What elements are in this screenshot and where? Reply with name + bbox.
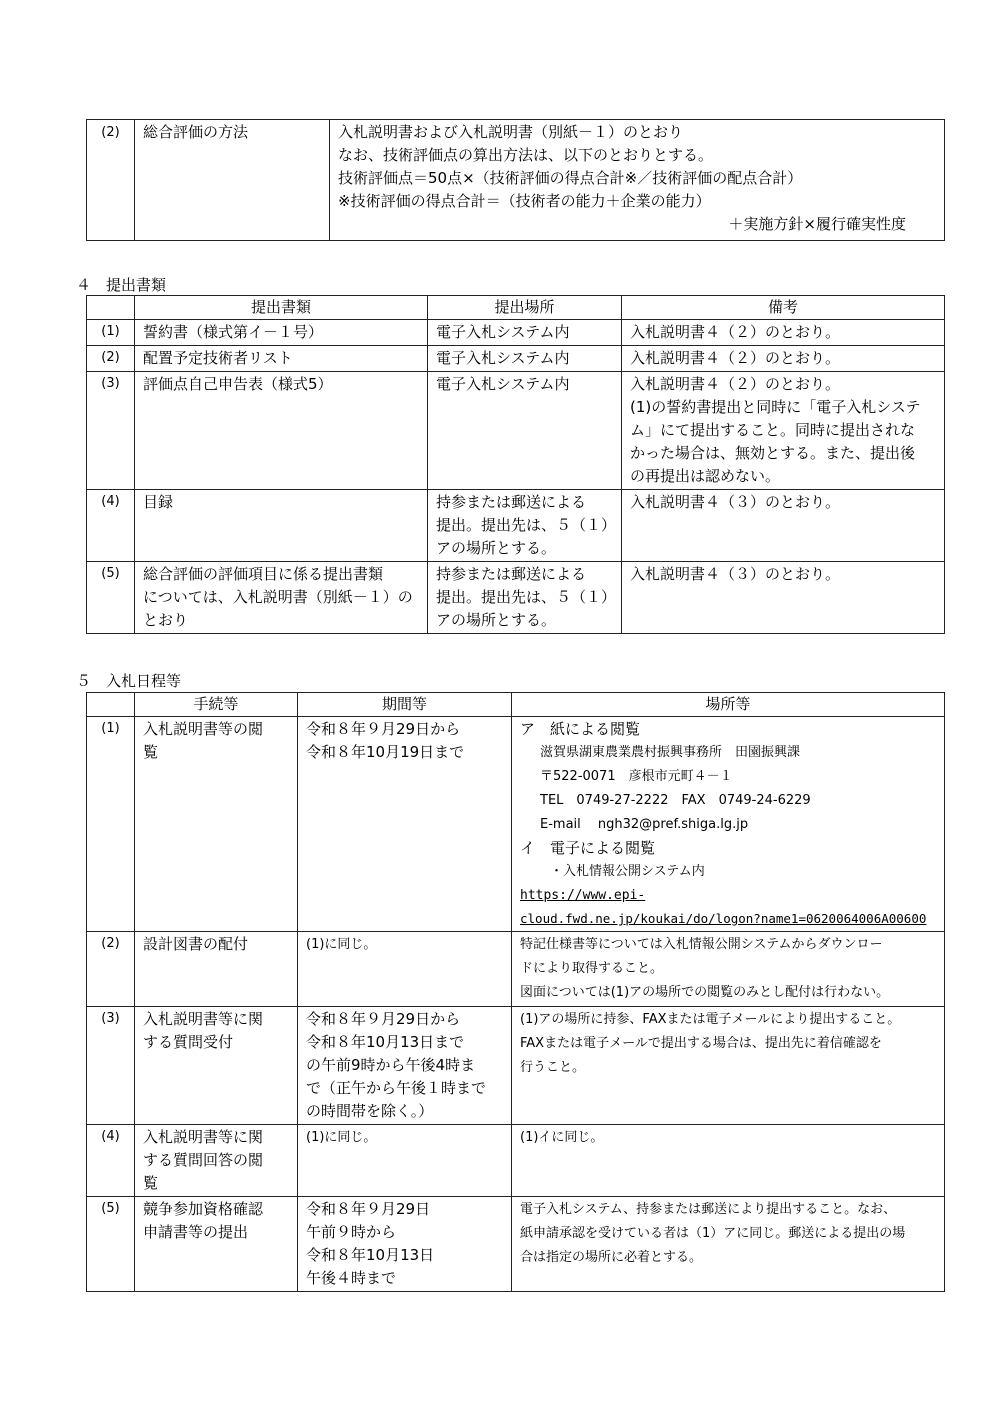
phone-fax: TEL 0749-27-2222 FAX 0749-24-6229 [540, 793, 811, 808]
header-documents: 提出書類 [135, 296, 428, 320]
header-location: 場所等 [512, 693, 945, 717]
procedure-text: 入札説明書等に関 [143, 1128, 264, 1146]
period-text: で（正午から午後１時まで [306, 1079, 487, 1097]
table-row [87, 932, 945, 1007]
document-cell [135, 562, 428, 634]
location-text: ア 紙による閲覧 [520, 720, 641, 738]
section-5-title: ５ 入札日程等 [76, 672, 182, 690]
note-text: (1)の誓約書提出と同時に「電子入札システ [630, 398, 921, 416]
place-cell [428, 320, 622, 346]
header-blank [87, 296, 135, 320]
location-text: 紙申請承認を受けている者は（1）アに同じ。郵送による提出の場 [520, 1226, 906, 1241]
table-row [87, 320, 945, 346]
submission-documents-table [86, 295, 945, 634]
period-text: 令和８年10月13日まで [306, 1033, 465, 1051]
document-text: 目録 [143, 493, 174, 511]
period-text: の午前9時から午後4時ま [306, 1056, 476, 1074]
procedure-text: 覧 [143, 743, 159, 761]
method-line: 技術評価点＝50点×（技術評価の得点合計※／技術評価の配点合計） [338, 169, 803, 187]
note-text: 入札説明書４（２）のとおり。 [630, 375, 841, 393]
location-cell [512, 717, 945, 932]
note-text: 入札説明書４（３）のとおり。 [630, 493, 841, 511]
period-text: (1)に同じ。 [306, 1130, 377, 1145]
procedure-cell [135, 932, 298, 1007]
period-text: 午前９時から [306, 1223, 397, 1241]
period-cell [298, 932, 512, 1007]
location-text: FAXまたは電子メールで提出する場合は、提出先に着信確認を [520, 1036, 882, 1051]
procedure-text: 競争参加資格確認 [143, 1200, 264, 1218]
location-cell [512, 932, 945, 1007]
location-text: 特記仕様書等については入札情報公開システムからダウンロー [520, 937, 883, 952]
procedure-cell [135, 1125, 298, 1197]
note-text: 入札説明書４（２）のとおり。 [630, 349, 841, 367]
procedure-text: 覧 [143, 1174, 159, 1192]
location-cell [512, 1125, 945, 1197]
document-cell [135, 346, 428, 372]
place-cell [428, 490, 622, 562]
table-row [87, 1197, 945, 1292]
row-number: (5) [87, 562, 135, 634]
place-text: 提出。提出先は、５（１） [436, 516, 617, 534]
place-text: アの場所とする。 [436, 611, 557, 629]
document-text: 評価点自己申告表（様式5） [143, 375, 333, 393]
table-row [87, 120, 945, 241]
note-cell [622, 490, 945, 562]
document-text: 誓約書（様式第イ－１号） [143, 323, 324, 341]
table-row [87, 562, 945, 634]
place-cell [428, 372, 622, 490]
note-text: 入札説明書４（２）のとおり。 [630, 323, 841, 341]
place-cell [428, 562, 622, 634]
period-text: 令和８年９月29日 [306, 1200, 431, 1218]
row-number: (4) [87, 1125, 135, 1197]
header-blank [87, 693, 135, 717]
procedure-text: 申請書等の提出 [143, 1223, 249, 1241]
row-number: (2) [87, 120, 135, 241]
place-text: 持参または郵送による [436, 493, 587, 511]
method-line: ※技術評価の得点合計＝（技術者の能力＋企業の能力） [338, 192, 711, 210]
table-row [87, 490, 945, 562]
note-cell [622, 320, 945, 346]
header-notes: 備考 [622, 296, 945, 320]
document-cell [135, 320, 428, 346]
location-text: 電子入札システム、持参または郵送により提出すること。なお、 [520, 1202, 897, 1217]
procedure-text: する質問受付 [143, 1033, 234, 1051]
row-number: (4) [87, 490, 135, 562]
place-cell [428, 346, 622, 372]
note-text: ム」にて提出すること。同時に提出されな [630, 421, 916, 439]
table-row [87, 346, 945, 372]
row-number: (5) [87, 1197, 135, 1292]
row-number: (1) [87, 717, 135, 932]
period-text: 令和８年10月19日まで [306, 743, 465, 761]
location-text: イ 電子による閲覧 [520, 839, 656, 857]
procedure-cell [135, 1007, 298, 1125]
section-4-title: ４ 提出書類 [76, 276, 167, 294]
period-cell [298, 1125, 512, 1197]
document-text: については、入札説明書（別紙－１）の [143, 588, 413, 606]
table-row [87, 1007, 945, 1125]
row-number: (3) [87, 1007, 135, 1125]
header-place: 提出場所 [428, 296, 622, 320]
method-description [330, 120, 945, 241]
table-row [87, 372, 945, 490]
procedure-text: 設計図書の配付 [143, 935, 249, 953]
location-text: 行うこと。 [520, 1060, 586, 1075]
row-label: 総合評価の方法 [135, 120, 330, 241]
table-row [87, 1125, 945, 1197]
place-text: 電子入札システム内 [436, 375, 570, 393]
procedure-text: する質問回答の閲 [143, 1151, 264, 1169]
note-text: の再提出は認めない。 [630, 467, 781, 485]
period-text: 令和８年９月29日から [306, 720, 461, 738]
period-text: 令和８年10月13日 [306, 1246, 435, 1264]
procedure-cell [135, 717, 298, 932]
procedure-text: 入札説明書等の閲 [143, 720, 264, 738]
table-row [87, 717, 945, 932]
note-text: かった場合は、無効とする。また、提出後 [630, 444, 916, 462]
epi-cloud-link[interactable]: cloud.fwd.ne.jp/koukai/do/logon?name1=0620064006A00600 [520, 911, 927, 926]
table-header-row [87, 693, 945, 717]
location-text: (1)アの場所に持参、FAXまたは電子メールにより提出すること。 [520, 1012, 901, 1027]
note-cell [622, 346, 945, 372]
procedure-text: 入札説明書等に関 [143, 1010, 264, 1028]
document-text: 配置予定技術者リスト [143, 349, 293, 367]
document-cell [135, 372, 428, 490]
place-text: 持参または郵送による [436, 565, 587, 583]
period-cell [298, 1197, 512, 1292]
period-cell [298, 1007, 512, 1125]
location-text: (1)イに同じ。 [520, 1130, 604, 1145]
row-number: (2) [87, 932, 135, 1007]
period-text: (1)に同じ。 [306, 937, 377, 952]
document-text: 総合評価の評価項目に係る提出書類 [143, 565, 384, 583]
header-period: 期間等 [298, 693, 512, 717]
location-text: 合は指定の場所に必着とする。 [520, 1250, 703, 1265]
row-number: (3) [87, 372, 135, 490]
period-cell [298, 717, 512, 932]
period-text: 午後４時まで [306, 1269, 397, 1287]
office-name: 滋賀県湖東農業農村振興事務所 田園振興課 [540, 745, 801, 760]
row-number: (1) [87, 320, 135, 346]
evaluation-method-table [86, 119, 945, 241]
table-header-row [87, 296, 945, 320]
location-text: 図面については(1)アの場所での閲覧のみとし配付は行わない。 [520, 985, 890, 1000]
epi-cloud-link[interactable]: https://www.epi- [520, 888, 646, 903]
note-cell [622, 562, 945, 634]
method-line: 入札説明書および入札説明書（別紙－１）のとおり [338, 123, 684, 141]
location-text: ・入札情報公開システム内 [550, 864, 705, 879]
row-number: (2) [87, 346, 135, 372]
location-text: ドにより取得すること。 [520, 961, 664, 976]
method-line: なお、技術評価点の算出方法は、以下のとおりとする。 [338, 146, 714, 164]
period-text: 令和８年９月29日から [306, 1010, 461, 1028]
procedure-cell [135, 1197, 298, 1292]
place-text: 電子入札システム内 [436, 349, 570, 367]
document-cell [135, 490, 428, 562]
place-text: 電子入札システム内 [436, 323, 570, 341]
bidding-schedule-table [86, 692, 945, 1292]
period-text: の時間帯を除く。） [306, 1102, 434, 1120]
postal-address: 〒522-0071 彦根市元町４－１ [540, 769, 733, 784]
note-cell [622, 372, 945, 490]
header-procedure: 手続等 [135, 693, 298, 717]
place-text: アの場所とする。 [436, 539, 557, 557]
email-address: E-mail ngh32@pref.shiga.lg.jp [540, 817, 749, 832]
document-text: とおり [143, 611, 189, 629]
location-cell [512, 1197, 945, 1292]
note-text: 入札説明書４（３）のとおり。 [630, 565, 841, 583]
location-cell [512, 1007, 945, 1125]
place-text: 提出。提出先は、５（１） [436, 588, 617, 606]
method-line: ＋実施方針×履行確実性度 [728, 215, 906, 233]
